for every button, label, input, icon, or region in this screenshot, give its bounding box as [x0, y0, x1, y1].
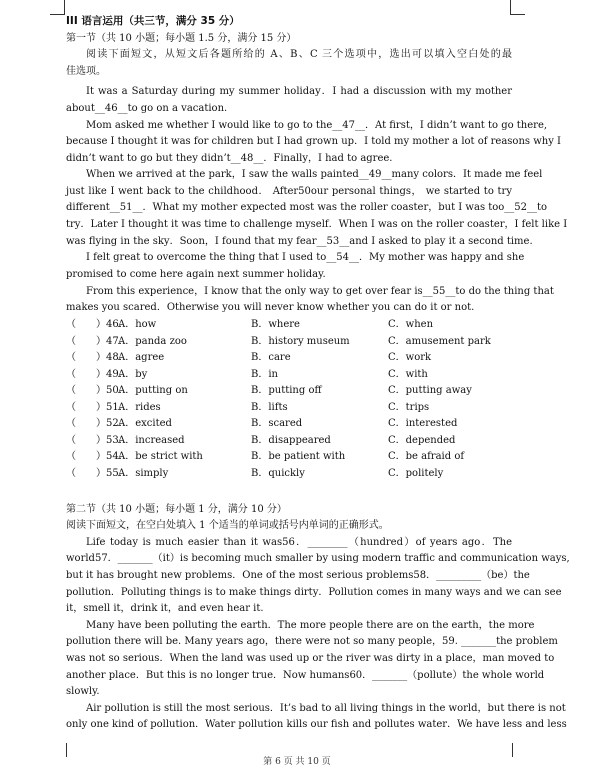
answer-blank-open: （: [66, 385, 76, 396]
passage2-line: Many have been polluting the earth．The more people there are on the earth，the more: [86, 620, 535, 631]
option-a: A．increased: [118, 434, 185, 446]
passage1-line: makes you scared．Otherwise you will never know whether you can do it or not.: [66, 302, 475, 313]
option-b: B．where: [251, 319, 300, 330]
option-c: C．interested: [388, 418, 458, 429]
part1-instructions-line-2: 佳选项。: [66, 66, 106, 77]
answer-blank-open: （: [66, 352, 76, 363]
passage2-line: but it has brought new problems．One of the most serious problems58．_________（be）the: [66, 570, 530, 581]
option-c: C．be afraid of: [388, 451, 465, 462]
passage1-line: different__51__．What my mother expected most was the roller coaster，but I was too__52__to: [66, 202, 548, 213]
question-row: [66, 317, 512, 332]
question-row: [66, 350, 512, 365]
option-c: C．trips: [388, 401, 430, 413]
passage1-line: because I thought it was for children but I had grown up．I told my mother a lot of reasons why I: [66, 136, 561, 147]
passage2-line: Life today is much easier than it was56．________（hundred）of years ago．The: [86, 537, 512, 548]
option-a: A．how: [118, 319, 157, 330]
passage1-line: It was a Saturday during my summer holiday．I had a discussion with my mother: [86, 86, 512, 97]
question-number: ）48.: [96, 352, 122, 363]
passage2-line: pollution there will be. Many years ago，there were not so many people，59. _______the problem: [66, 636, 558, 647]
passage1-line: about__46__to go on a vacation.: [66, 103, 228, 114]
passage1-line: From this experience，I know that the only way to get over fear is__55__to do the thing that: [86, 286, 554, 297]
question-row: [66, 367, 512, 382]
option-c: C．when: [388, 319, 434, 330]
passage2-line: pollution．Polluting things is to make things dirty．Pollution comes in many ways and we can see: [66, 587, 562, 598]
option-c: C．putting away: [388, 385, 472, 396]
question-number: ）47.: [96, 335, 122, 347]
section-title: III 语言运用（共三节，满分 35 分）: [66, 15, 240, 27]
option-a: A．be strict with: [118, 451, 203, 462]
answer-blank-open: （: [66, 451, 76, 462]
passage2-line: slowly.: [66, 686, 100, 697]
question-number: ）54.: [96, 451, 122, 462]
page-footer: 第 6 页 共 10 页: [263, 757, 331, 767]
passage2-line: it，smell it，drink it，and even hear it.: [66, 603, 264, 614]
option-b: B．be patient with: [251, 451, 346, 462]
part1-instructions-line-1: 阅读下面短文，从短文后各题所给的 A、B、C 三个选项中，选出可以填入空白处的最: [86, 49, 512, 60]
option-b: B．scared: [251, 418, 303, 429]
question-row: [66, 449, 512, 464]
question-number: ）46.: [96, 319, 122, 330]
option-a: A．panda zoo: [118, 335, 187, 347]
option-c: C．work: [388, 352, 432, 363]
option-c: C．amusement park: [388, 335, 491, 347]
option-b: B．lifts: [251, 401, 288, 413]
crop-mark-top-right: [510, 0, 525, 15]
part2-heading: 第二节（共 10 小题；每小题 1 分，满分 10 分）: [66, 504, 287, 515]
question-number: ）53.: [96, 434, 122, 446]
passage2-line: Air pollution is still the most serious．It’s bad to all living things in the world，but there is not: [86, 703, 566, 714]
answer-blank-open: （: [66, 335, 76, 347]
answer-blank-open: （: [66, 467, 76, 479]
option-a: A．rides: [118, 401, 161, 413]
answer-blank-open: （: [66, 319, 76, 330]
option-b: B．history museum: [251, 335, 350, 347]
crop-mark-top-left: [50, 0, 65, 15]
question-number: ）49.: [96, 368, 122, 380]
passage1-line: I felt great to overcome the thing that I used to__54__．My mother was happy and she: [86, 252, 525, 263]
option-b: B．quickly: [251, 467, 305, 479]
option-a: A．agree: [118, 352, 165, 363]
option-b: B．in: [251, 368, 278, 380]
answer-blank-open: （: [66, 401, 76, 413]
option-b: B．putting off: [251, 385, 322, 396]
answer-blank-open: （: [66, 418, 76, 429]
option-a: A．simply: [118, 467, 169, 479]
passage2-line: world57．_______（it）is becoming much smaller by using modern traffic and communication ways,: [66, 553, 570, 564]
passage1-line: Mom asked me whether I would like to go to the__47__．At first，I didn’t want to go there,: [86, 120, 548, 131]
question-row: [66, 400, 512, 415]
answer-blank-open: （: [66, 368, 76, 380]
question-number: ）55.: [96, 467, 122, 479]
option-a: A．by: [118, 368, 148, 380]
question-row: [66, 433, 512, 448]
part2-instructions: 阅读下面短文，在空白处填入 1 个适当的单词或括号内单词的正确形式。: [66, 520, 389, 531]
question-row: [66, 416, 512, 431]
question-row: [66, 383, 512, 398]
question-number: ）52.: [96, 418, 122, 429]
question-row: [66, 466, 512, 481]
passage1-line: When we arrived at the park，I saw the walls painted__49__many colors．It made me feel: [86, 169, 543, 180]
passage2-line: was not so serious．When the land was used up or the river was dirty in a place，man moved to: [66, 653, 555, 664]
option-b: B．disappeared: [251, 434, 331, 446]
passage1-line: just like I went back to the childhood． After50our personal things， we started to try: [66, 186, 512, 197]
part1-heading: 第一节（共 10 小题；每小题 1.5 分，满分 15 分）: [66, 33, 297, 44]
passage2-line: another place．But this is no longer true．Now humans60．_______（pollute）the whole world: [66, 670, 545, 681]
passage1-line: was flying in the sky．Soon，I found that my fear__53__and I asked to play it a second time.: [66, 236, 533, 247]
option-c: C．politely: [388, 467, 444, 479]
option-a: A．excited: [118, 418, 172, 429]
option-c: C．depended: [388, 434, 456, 446]
question-number: ）50.: [96, 385, 122, 396]
question-row: [66, 334, 512, 349]
option-c: C．with: [388, 368, 428, 380]
option-a: A．putting on: [118, 385, 188, 396]
passage1-line: promised to come here again next summer holiday.: [66, 269, 326, 280]
passage2-line: only one kind of pollution．Water pollution kills our fish and pollutes water．We have less and less: [66, 719, 567, 730]
answer-blank-open: （: [66, 434, 76, 446]
option-b: B．care: [251, 352, 291, 363]
passage1-line: try．Later I thought it was time to challenge myself．When I was on the roller coaster，I felt like I: [66, 219, 568, 230]
passage1-line: didn’t want to go but they didn’t__48__．Finally，I had to agree.: [66, 153, 393, 164]
question-number: ）51.: [96, 401, 122, 413]
